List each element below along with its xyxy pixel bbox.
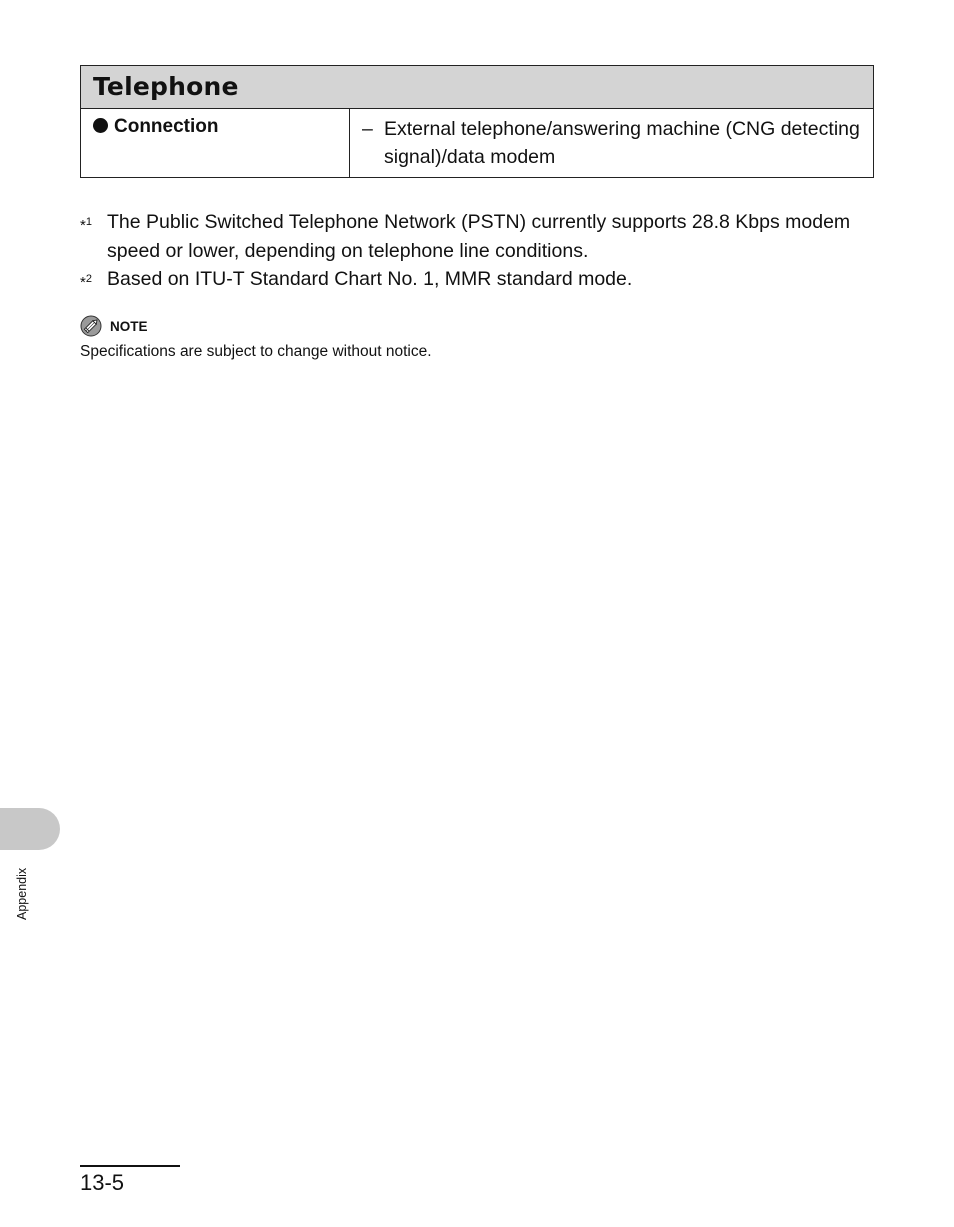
dash-marker: – bbox=[362, 118, 373, 140]
footnote-mark: *$^1$ bbox=[80, 216, 92, 234]
footnote-text: Based on ITU-T Standard Chart No. 1, MMR standard mode. bbox=[107, 268, 633, 290]
bullet-icon bbox=[93, 118, 108, 133]
spec-table-title: Telephone bbox=[93, 72, 239, 101]
spec-table bbox=[80, 65, 874, 178]
footnotes bbox=[80, 208, 880, 298]
page-number-rule bbox=[80, 1165, 180, 1167]
note-label: NOTE bbox=[110, 318, 148, 334]
spec-value-cell bbox=[350, 109, 874, 178]
spec-table-header-row bbox=[81, 66, 874, 109]
chapter-side-label: Appendix bbox=[15, 867, 29, 920]
spec-label: Connection bbox=[114, 116, 219, 137]
table-row bbox=[81, 109, 874, 178]
spec-table-header bbox=[81, 66, 874, 109]
note-text: Specifications are subject to change without notice. bbox=[80, 343, 432, 360]
spec-value: External telephone/answering machine (CNG detecting signal)/data modem bbox=[384, 118, 860, 168]
page-number: 13-5 bbox=[80, 1170, 125, 1195]
footnote-mark: *$^2$ bbox=[80, 273, 92, 291]
pencil-note-icon bbox=[80, 315, 102, 337]
chapter-side-tab bbox=[0, 808, 60, 850]
footnote-text: The Public Switched Telephone Network (PSTN) currently supports 28.8 Kbps modem speed or lower, depending on telephone line conditions. bbox=[107, 211, 851, 262]
spec-label-cell bbox=[81, 109, 350, 178]
footnote bbox=[80, 208, 880, 265]
footnote bbox=[80, 265, 880, 298]
note-heading bbox=[80, 315, 148, 337]
